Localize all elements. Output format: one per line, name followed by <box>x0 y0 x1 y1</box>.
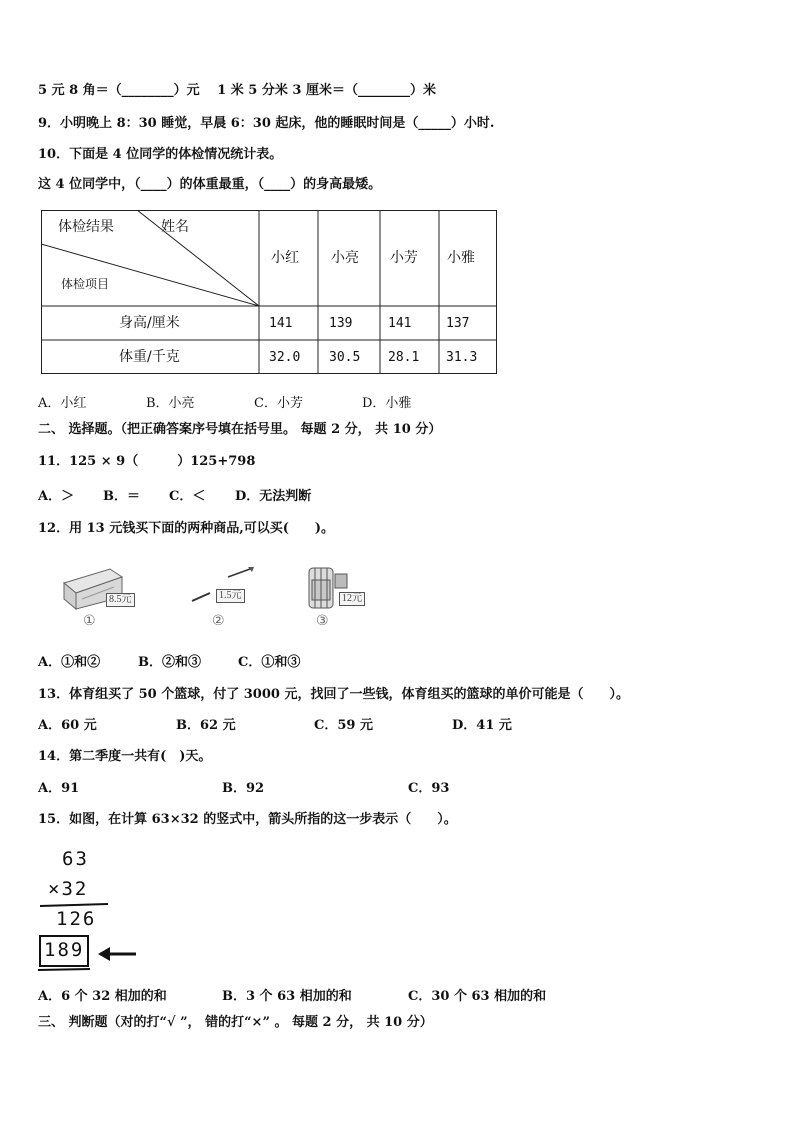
question-10-sub: 这 4 位同学中，（____）的体重最重，（____）的身高最矮。 <box>38 177 382 192</box>
multiplier: ×32 <box>48 878 89 900</box>
price-tag: 1.5元 <box>216 589 245 603</box>
table-cell: 139 <box>329 316 353 331</box>
option-b: B．②和③ <box>138 655 201 670</box>
vertical-multiplication <box>36 846 146 976</box>
table-cell: 32.0 <box>269 350 301 365</box>
option-d: D．无法判断 <box>235 489 312 504</box>
option-c: C．59 元 <box>314 718 373 733</box>
multiplicand: 63 <box>62 848 89 870</box>
corner-right-label: 姓名 <box>161 219 189 235</box>
table-cell: 28.1 <box>388 350 420 365</box>
table-cell: 31.3 <box>446 350 478 365</box>
row-label-weight: 体重/千克 <box>119 349 180 365</box>
option-a: A．①和② <box>38 655 101 670</box>
section-2-heading: 二、 选择题。（把正确答案序号填在括号里。 每题 2 分， 共 10 分） <box>38 422 442 437</box>
table-cell: 137 <box>446 316 470 331</box>
row-label-height: 身高/厘米 <box>119 315 180 331</box>
option-c: C．小芳 <box>254 396 303 411</box>
option-b: B．小亮 <box>146 396 195 411</box>
partial-product-2: 189 <box>44 939 85 961</box>
price-tag: 8.5元 <box>106 593 135 607</box>
question-9: 9．小明晚上 8：30 睡觉，早晨 6：30 起床，他的睡眠时间是（_____）小时. <box>38 116 495 131</box>
table-cell: 30.5 <box>329 350 361 365</box>
table-cell: 141 <box>388 316 412 331</box>
option-a: A．小红 <box>38 396 87 411</box>
name-header: 小雅 <box>447 250 475 266</box>
question-11: 11．125 × 9（ ）125+798 <box>38 454 256 469</box>
option-b: B．92 <box>222 781 265 796</box>
name-header: 小亮 <box>331 250 359 266</box>
option-c: C．93 <box>408 781 450 796</box>
pen-icon <box>188 563 268 613</box>
option-a: A．91 <box>38 781 80 796</box>
corner-bottom-label: 体检项目 <box>61 277 110 291</box>
name-header: 小芳 <box>390 250 418 266</box>
question-12: 12．用 13 元钱买下面的两种商品,可以买( )。 <box>38 521 335 536</box>
table-cell: 141 <box>269 316 293 331</box>
option-a: A．6 个 32 相加的和 <box>38 989 167 1004</box>
multiplication-lines <box>36 846 146 976</box>
question-14: 14．第二季度一共有( )天。 <box>38 749 212 764</box>
option-c: C．①和③ <box>238 655 301 670</box>
corner-diagonal-1 <box>137 210 259 306</box>
product-3 <box>305 562 385 614</box>
question-8: 5 元 8 角＝（________）元 1 米 5 分米 3 厘米＝（________）米 <box>38 83 436 98</box>
backpack-icon <box>305 562 385 614</box>
product-number: ① <box>83 613 96 629</box>
corner-diagonal-2 <box>41 244 259 306</box>
question-13: 13．体育组买了 50 个篮球，付了 3000 元，找回了一些钱，体育组买的篮球的单价可能是（ ）。 <box>38 687 629 702</box>
option-c: C．30 个 63 相加的和 <box>408 989 547 1004</box>
arrow-icon <box>98 947 136 961</box>
product-2 <box>188 563 268 613</box>
question-10: 10．下面是 4 位同学的体检情况统计表。 <box>38 147 283 162</box>
product-number: ② <box>212 613 225 629</box>
name-header: 小红 <box>271 250 299 266</box>
option-b: B．3 个 63 相加的和 <box>222 989 352 1004</box>
option-d: D．小雅 <box>362 396 412 411</box>
price-tag: 12元 <box>339 592 365 606</box>
option-a: A．60 元 <box>38 718 97 733</box>
product-number: ③ <box>316 613 329 629</box>
section-3-heading: 三、 判断题（对的打“√ ”， 错的打“×” 。 每题 2 分， 共 10 分） <box>38 1015 433 1030</box>
option-b: B．＝ <box>103 489 140 504</box>
option-d: D．41 元 <box>452 718 512 733</box>
partial-product-1: 126 <box>56 908 97 930</box>
corner-top-label: 体检结果 <box>58 219 114 235</box>
option-a: A．＞ <box>38 489 75 504</box>
option-c: C．＜ <box>169 489 206 504</box>
health-stats-table <box>41 210 497 374</box>
option-b: B．62 元 <box>176 718 236 733</box>
question-15: 15．如图，在计算 63×32 的竖式中，箭头所指的这一步表示（ ）。 <box>38 812 457 827</box>
product-1 <box>62 563 152 613</box>
